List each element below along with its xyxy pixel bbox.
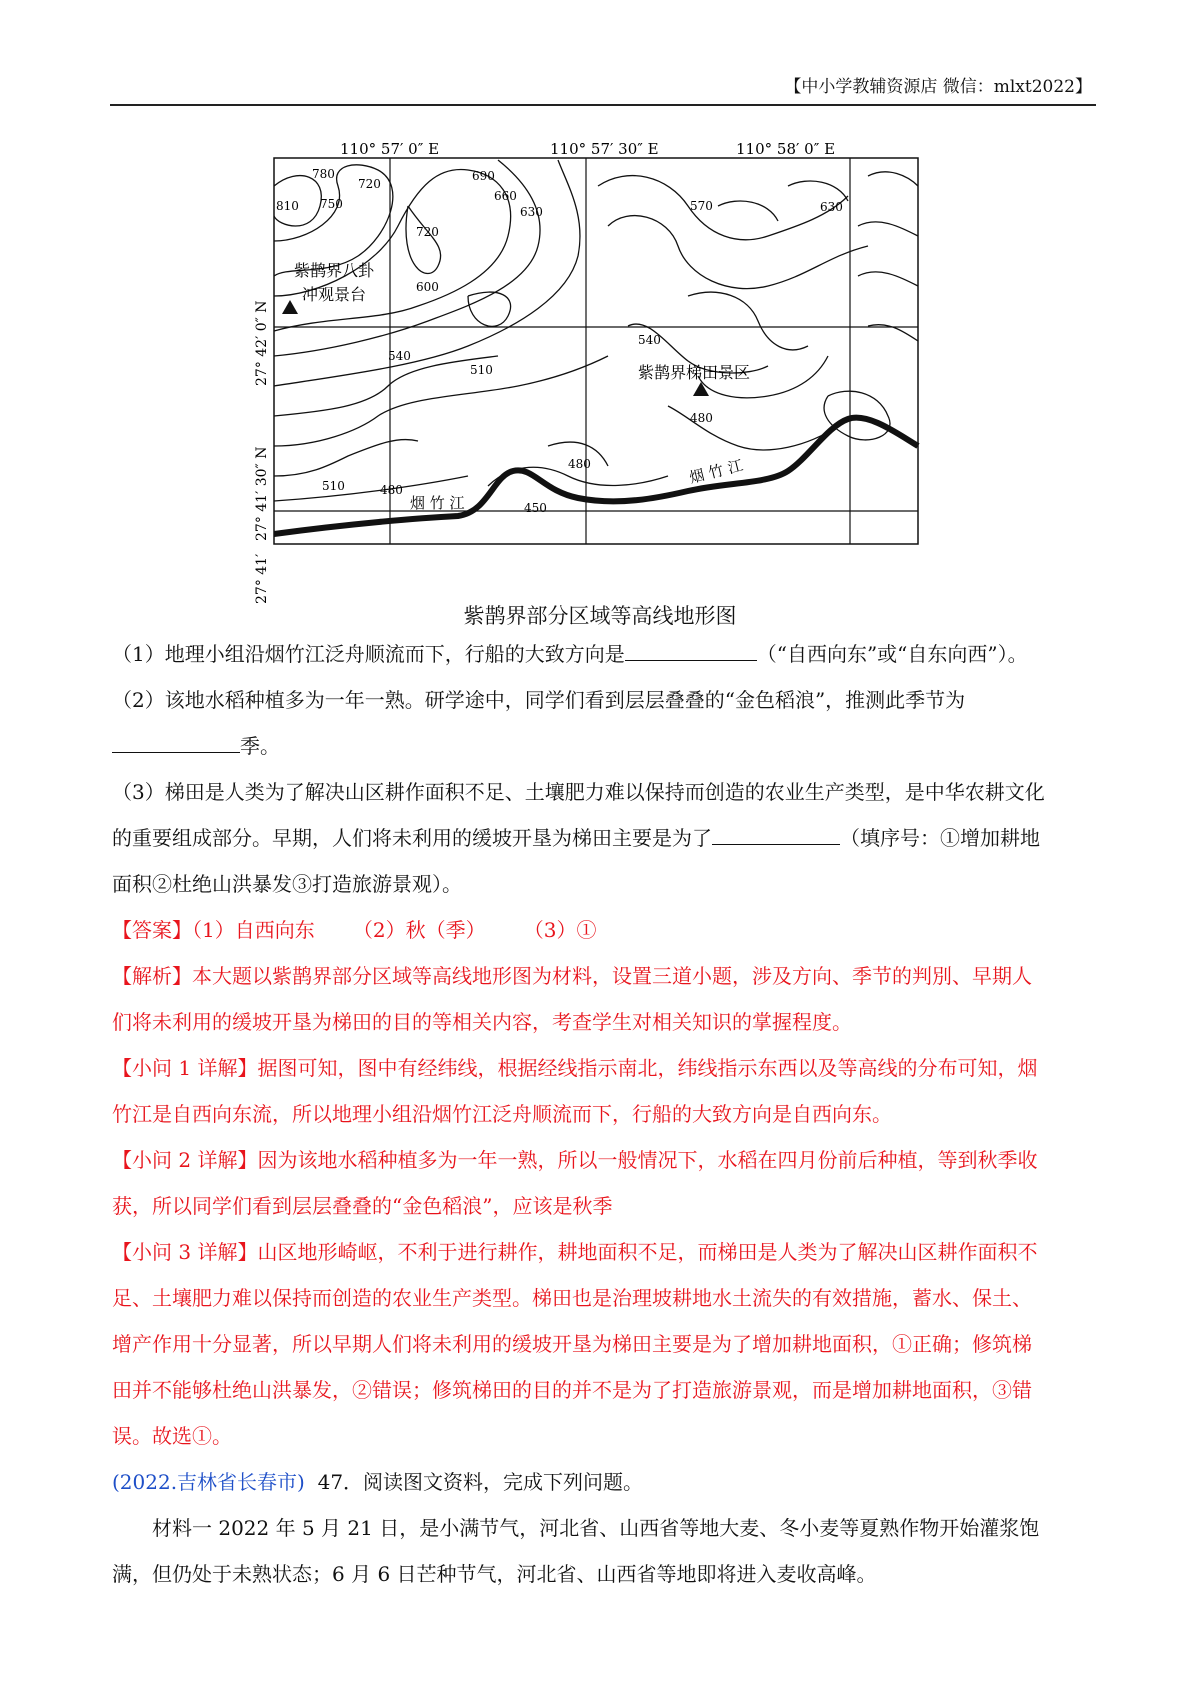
contour-label: 450 (524, 501, 547, 515)
map-frame (274, 158, 918, 544)
longitude-label: 110° 57′ 0″ E (340, 140, 440, 158)
contour-label: 660 (494, 189, 517, 203)
question-3-cont (112, 816, 1094, 860)
contour-label: 480 (380, 483, 403, 497)
latitude-label: 27° 42′ 0″ N (254, 300, 270, 386)
latitude-label: 27° 41′ (254, 553, 270, 604)
question-2 (112, 678, 1094, 722)
contour-label: 480 (690, 411, 713, 425)
detail-3-line-5: 误。故选①。 (112, 1424, 232, 1448)
answer-blank-2 (112, 730, 240, 753)
detail-1-line-2: 竹江是自西向东流，所以地理小组沿烟竹江泛舟顺流而下，行船的大致方向是自西向东。 (112, 1102, 892, 1126)
analysis-line-2: 们将未利用的缓坡开垦为梯田的目的等相关内容，考查学生对相关知识的掌握程度。 (112, 1010, 852, 1034)
detail-3-line-2: 足、土壤肥力难以保持而创造的农业生产类型。梯田也是治理坡耕地水土流失的有效措施，蓄水、保土、 (112, 1286, 1032, 1310)
contour-label: 510 (470, 363, 493, 377)
detail-2-line-2: 获，所以同学们看到层层叠叠的“金色稻浪”，应该是秋季 (112, 1194, 613, 1218)
contour-label: 570 (690, 199, 713, 213)
terrace-marker-icon (693, 382, 709, 396)
river-label: 烟 竹 江 (410, 494, 465, 512)
detail-3-line-3: 增产作用十分显著，所以早期人们将未利用的缓坡开垦为梯田主要是为了增加耕地面积，①正确；修筑梯 (112, 1332, 1032, 1356)
contour-label: 480 (568, 457, 591, 471)
contour-map (254, 140, 930, 604)
detail-3-line-4: 田并不能够杜绝山洪暴发，②错误；修筑梯田的目的并不是为了打造旅游景观，而是增加耕地面积，③错 (112, 1378, 1032, 1402)
header-text: 【中小学教辅资源店 微信：mlxt2022】 (784, 77, 1092, 97)
contour-label: 780 (312, 167, 335, 181)
latitude-label: 27° 41′ 30″ N (254, 446, 270, 541)
map-caption: 紫鹊界部分区域等高线地形图 (463, 604, 737, 628)
question-3-cont-2 (112, 862, 1094, 906)
contour-label: 810 (276, 199, 299, 213)
answer-blank-3 (712, 822, 840, 845)
contour-label: 510 (322, 479, 345, 493)
source-label: (2022.吉林省长春市) (112, 1470, 305, 1494)
river-label: 烟 竹 江 (687, 456, 745, 487)
question-3 (112, 770, 1094, 814)
answer-blank-1 (625, 638, 757, 661)
contour-label: 600 (416, 280, 439, 294)
analysis-line-1: 【解析】本大题以紫鹊界部分区域等高线地形图为材料，设置三道小题，涉及方向、季节的判別、早期人 (112, 964, 1032, 988)
contour-label: 540 (388, 349, 411, 363)
question-3-text: （3）梯田是人类为了解决山区耕作面积不足、土壤肥力难以保持而创造的农业生产类型，是中华农耕文化 (112, 780, 1045, 804)
longitude-label: 110° 58′ 0″ E (736, 140, 836, 158)
contour-label: 720 (416, 225, 439, 239)
question-1-hint: （“自西向东”或“自东向西”）。 (756, 642, 1028, 666)
contour-label: 720 (358, 177, 381, 191)
question-1 (112, 632, 1094, 676)
viewpoint-marker-icon (282, 300, 298, 314)
contour-label: 540 (638, 333, 661, 347)
question-3-text-2: 的重要组成部分。早期，人们将未利用的缓坡开垦为梯田主要是为了 (112, 826, 712, 850)
contour-label: 690 (472, 169, 495, 183)
material-1-line-2: 满，但仍处于未熟状态；6 月 6 日芒种节气，河北省、山西省等地即将进入麦收高峰。 (112, 1562, 877, 1586)
question-3-options: （填序号：①增加耕地 (840, 826, 1040, 850)
page-header (110, 64, 1096, 106)
yanzhu-river (274, 418, 918, 534)
question-2-text: （2）该地水稻种植多为一年一熟。研学途中，同学们看到层层叠叠的“金色稻浪”，推测此季节为 (112, 688, 966, 712)
material-1-line-1: 材料一 2022 年 5 月 21 日，是小满节气，河北省、山西省等地大麦、冬小麦等夏熟作物开始灌浆饱 (152, 1516, 1040, 1540)
question-2-suffix: 季。 (240, 734, 280, 758)
contour-label: 630 (520, 205, 543, 219)
detail-2-line-1: 【小问 2 详解】因为该地水稻种植多为一年一熟，所以一般情况下，水稻在四月份前后种植，等到秋季收 (112, 1148, 1038, 1172)
longitude-label: 110° 57′ 30″ E (550, 140, 659, 158)
question-47-text: 47．阅读图文资料，完成下列问题。 (304, 1470, 644, 1494)
question-3-options-2: 面积②杜绝山洪暴发③打造旅游景观）。 (112, 872, 462, 896)
place-label: 紫鹊界八卦 (294, 261, 375, 280)
place-label: 紫鹊界梯田景区 (638, 363, 751, 382)
answer-line: 【答案】（1）自西向东 （2）秋（季） （3）① (112, 918, 597, 942)
question-2-cont (112, 724, 1094, 768)
detail-3-line-1: 【小问 3 详解】山区地形崎岖，不利于进行耕作，耕地面积不足，而梯田是人类为了解决山区耕作面积不 (112, 1240, 1038, 1264)
contour-label: 750 (320, 197, 343, 211)
contour-map-svg (254, 140, 930, 604)
detail-1-line-1: 【小问 1 详解】据图可知，图中有经纬线，根据经线指示南北，纬线指示东西以及等高线的分布可知，烟 (112, 1056, 1038, 1080)
question-1-text: （1）地理小组沿烟竹江泛舟顺流而下，行船的大致方向是 (112, 642, 625, 666)
contour-label: 630 (820, 200, 843, 214)
place-label: 冲观景台 (302, 285, 367, 304)
question-47 (112, 1460, 1094, 1504)
